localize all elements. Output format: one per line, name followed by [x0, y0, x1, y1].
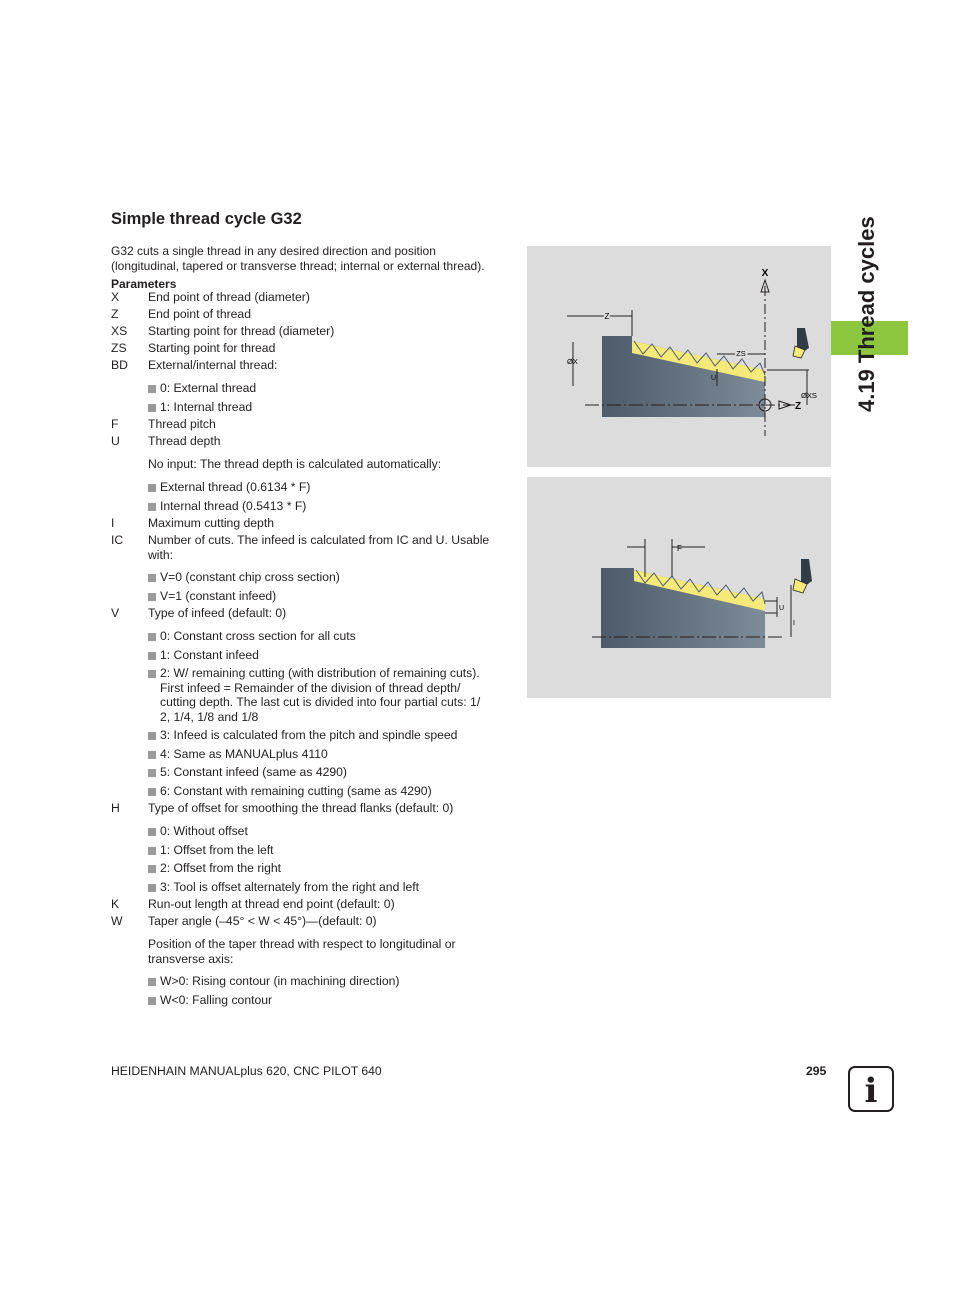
option-text: W>0: Rising contour (in machining direction)	[160, 974, 400, 988]
bullet-square-icon	[148, 574, 156, 582]
info-glyph-icon	[850, 1068, 892, 1110]
param-note: No input: The thread depth is calculated automatically:	[148, 457, 442, 471]
option-text: 3: Infeed is calculated from the pitch and spindle speed	[160, 728, 458, 742]
option-item	[148, 747, 506, 762]
option-text: W<0: Falling contour	[160, 993, 273, 1007]
param-note-line: transverse axis:	[148, 952, 234, 966]
bullet-square-icon	[148, 385, 156, 393]
option-text: 0: External thread	[160, 381, 257, 395]
param-key: BD	[111, 358, 128, 372]
param-key: X	[111, 290, 120, 304]
param-desc: Type of offset for smoothing the thread flanks (default: 0)	[148, 801, 454, 815]
param-key: Z	[111, 307, 119, 321]
option-text: cutting depth. The last cut is divided into four partial cuts: 1/	[160, 695, 481, 709]
bullet-square-icon	[148, 503, 156, 511]
param-desc: Run-out length at thread end point (default: 0)	[148, 897, 395, 911]
option-text: First infeed = Remainder of the division of thread depth/	[160, 680, 461, 695]
thread-geometry-drawing-1	[527, 246, 831, 467]
thread-cycle-figure-2	[527, 477, 831, 698]
option-text: Internal thread (0.5413 * F)	[160, 499, 307, 513]
option-item	[148, 499, 506, 514]
option-text: 1: Internal thread	[160, 400, 253, 414]
param-desc: Starting point for thread (diameter)	[148, 324, 335, 338]
option-text: External thread (0.6134 * F)	[160, 480, 311, 494]
option-text: V=0 (constant chip cross section)	[160, 570, 340, 584]
fig-label-zs-dim: ZS	[736, 349, 746, 358]
option-text: 5: Constant infeed (same as 4290)	[160, 765, 347, 779]
option-item	[148, 880, 506, 895]
param-desc-line: Number of cuts. The infeed is calculated from IC and U. Usable	[148, 533, 490, 547]
option-item	[148, 570, 506, 585]
param-desc: Starting point for thread	[148, 341, 276, 355]
option-item	[148, 400, 506, 415]
fig-label-i-dim: I	[793, 620, 795, 627]
footer-text: HEIDENHAIN MANUALplus 620, CNC PILOT 640	[111, 1064, 382, 1078]
fig-label-xs-dia: ØXS	[801, 391, 817, 400]
option-text: 0: Without offset	[160, 824, 248, 838]
section-heading: Simple thread cycle G32	[111, 210, 302, 228]
bullet-square-icon	[148, 670, 156, 678]
bullet-square-icon	[148, 828, 156, 836]
option-item	[148, 589, 506, 604]
option-text: 2: Offset from the right	[160, 861, 282, 875]
bullet-square-icon	[148, 633, 156, 641]
param-key: IC	[111, 533, 124, 547]
option-text: 1: Offset from the left	[160, 843, 274, 857]
param-desc-line: with:	[148, 548, 174, 562]
intro-line: (longitudinal, tapered or transverse thread; internal or external thread).	[111, 258, 485, 273]
bullet-square-icon	[148, 769, 156, 777]
param-desc: Maximum cutting depth	[148, 516, 274, 530]
bullet-square-icon	[148, 865, 156, 873]
param-key: H	[111, 801, 120, 815]
param-desc	[148, 533, 506, 563]
param-desc: End point of thread (diameter)	[148, 290, 310, 304]
option-text: 0: Constant cross section for all cuts	[160, 629, 356, 643]
fig-label-x-dia: ØX	[567, 357, 578, 366]
option-text: 2, 1/4, 1/8 and 1/8	[160, 709, 259, 724]
option-text: 6: Constant with remaining cutting (same as 4290)	[160, 784, 432, 798]
intro-text	[111, 244, 521, 273]
thread-cycle-figure-1	[527, 246, 831, 467]
option-item	[148, 974, 506, 989]
bullet-square-icon	[148, 652, 156, 660]
param-desc: Thread depth	[148, 434, 221, 448]
param-note	[148, 937, 498, 967]
param-desc: Type of infeed (default: 0)	[148, 606, 287, 620]
option-item	[148, 784, 506, 799]
option-item	[148, 666, 506, 724]
param-note-line: Position of the taper thread with respect to longitudinal or	[148, 937, 456, 951]
param-desc: External/internal thread:	[148, 358, 278, 372]
option-text: 2: W/ remaining cutting (with distribution of remaining cuts).	[160, 666, 480, 680]
param-key: K	[111, 897, 120, 911]
option-text: 1: Constant infeed	[160, 648, 259, 662]
option-item	[148, 843, 506, 858]
param-key: I	[111, 516, 115, 530]
param-key: XS	[111, 324, 128, 338]
param-key: U	[111, 434, 120, 448]
option-item	[148, 381, 506, 396]
fig-label-u-dim: U	[711, 375, 717, 382]
intro-line: G32 cuts a single thread in any desired direction and position	[111, 244, 436, 258]
parameters-label: Parameters	[111, 277, 177, 291]
param-key: V	[111, 606, 120, 620]
option-item	[148, 861, 506, 876]
option-item	[148, 824, 506, 839]
bullet-square-icon	[148, 593, 156, 601]
fig-label-f-dim: F	[677, 544, 682, 553]
bullet-square-icon	[148, 788, 156, 796]
bullet-square-icon	[148, 847, 156, 855]
option-item	[148, 480, 506, 495]
fig-label-z-axis: Z	[795, 401, 802, 412]
param-desc: Taper angle (–45° < W < 45°)—(default: 0)	[148, 914, 377, 928]
info-letter: i	[864, 1071, 878, 1110]
fig-label-u-dim: U	[779, 605, 785, 612]
fig-label-x-axis: X	[761, 268, 769, 279]
thread-geometry-drawing-2	[527, 477, 831, 698]
param-key: ZS	[111, 341, 127, 355]
option-text: 3: Tool is offset alternately from the right and left	[160, 880, 420, 894]
page-number: 295	[806, 1064, 827, 1078]
param-key: W	[111, 914, 123, 928]
chapter-title: 4.19 Thread cycles	[854, 216, 879, 412]
bullet-square-icon	[148, 484, 156, 492]
bullet-square-icon	[148, 751, 156, 759]
bullet-square-icon	[148, 997, 156, 1005]
info-icon	[848, 1066, 894, 1112]
bullet-square-icon	[148, 978, 156, 986]
fig-label-z-dim: Z	[604, 312, 610, 321]
bullet-square-icon	[148, 732, 156, 740]
option-item	[148, 629, 506, 644]
option-item	[148, 648, 506, 663]
param-key: F	[111, 417, 119, 431]
param-desc: End point of thread	[148, 307, 251, 321]
option-item	[148, 993, 506, 1008]
option-item	[148, 728, 506, 743]
bullet-square-icon	[148, 404, 156, 412]
bullet-square-icon	[148, 884, 156, 892]
workpiece-shape	[601, 568, 765, 648]
option-text: V=1 (constant infeed)	[160, 589, 277, 603]
option-item	[148, 765, 506, 780]
param-desc: Thread pitch	[148, 417, 216, 431]
option-text: 4: Same as MANUALplus 4110	[160, 747, 328, 761]
